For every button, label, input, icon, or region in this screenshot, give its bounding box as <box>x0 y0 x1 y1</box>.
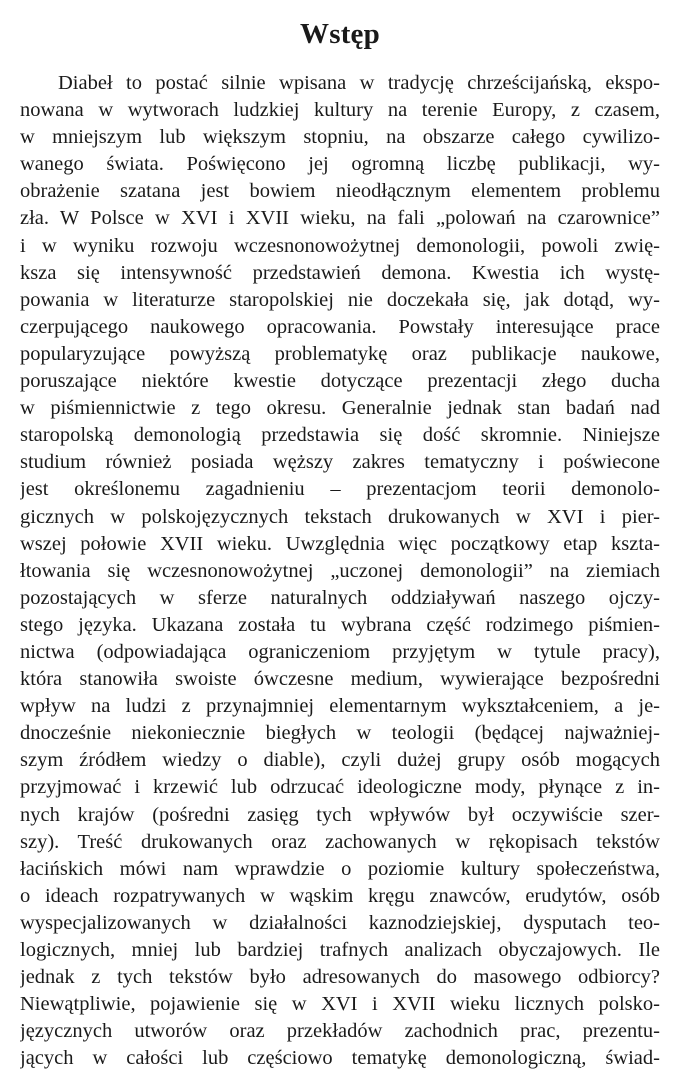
text-line: łacińskich mówi nam wprawdzie o poziomie kultury społeczeństwa, <box>20 857 660 880</box>
text-line: w piśmiennictwie z tego okresu. Generalnie jednak stan badań nad <box>20 397 660 420</box>
text-line: nych krajów (pośredni zasięg tych wpływów był oczywiście szer- <box>20 803 660 826</box>
text-line: dnocześnie niekoniecznie biegłych w teologii (będącej najważniej- <box>20 722 660 745</box>
text-line: zła. W Polsce w XVI i XVII wieku, na fali „polowań na czarownice” <box>20 207 660 230</box>
text-line: szy). Treść drukowanych oraz zachowanych w rękopisach tekstów <box>20 830 660 853</box>
body-paragraph <box>20 70 660 1072</box>
chapter-heading: Wstęp <box>300 18 380 50</box>
text-line: staropolską demonologią przedstawia się dość skromnie. Niniejsze <box>20 424 660 447</box>
text-line: szym źródłem wiedzy o diable), czyli dużej grupy osób mogących <box>20 749 660 772</box>
text-line: studium również posiada węższy zakres tematyczny i poświecone <box>20 451 660 474</box>
text-line: logicznych, mniej lub bardziej trafnych analizach obyczajowych. Ile <box>20 939 660 961</box>
text-line: Niewątpliwie, pojawienie się w XVI i XVII wieku licznych polsko- <box>20 993 660 1016</box>
text-line: języcznych utworów oraz przekładów zachodnich prac, prezentu- <box>20 1020 660 1043</box>
text-line: która stanowiła swoiste ówczesne medium, wywierające bezpośredni <box>20 668 660 691</box>
text-line: gicznych w polskojęzycznych tekstach drukowanych w XVI i pier- <box>20 505 660 528</box>
text-line: obrażenie szatana jest bowiem nieodłącznym elementem problemu <box>20 180 660 203</box>
text-line: wanego świata. Poświęcono jej ogromną liczbę publikacji, wy- <box>20 153 660 176</box>
text-line: Diabeł to postać silnie wpisana w tradycję chrześcijańską, ekspo- <box>58 72 660 94</box>
text-line: jednak z tych tekstów było adresowanych do masowego odbiorcy? <box>20 966 660 989</box>
text-line: przyjmować i krzewić lub odrzucać ideologiczne mody, płynące z in- <box>20 776 660 799</box>
text-line: poruszające niektóre kwestie dotyczące prezentacji złego ducha <box>20 370 660 393</box>
text-line: ksza się intensywność przedstawień demona. Kwestia ich wystę- <box>20 261 660 284</box>
text-line: czerpującego naukowego opracowania. Powstały interesujące prace <box>20 315 660 338</box>
text-line: wszej połowie XVII wieku. Uwzględnia więc początkowy etap kszta- <box>20 532 660 555</box>
text-line: nowana w wytworach ludzkiej kultury na terenie Europy, z czasem, <box>20 99 660 122</box>
text-line: w mniejszym lub większym stopniu, na obszarze całego cywilizo- <box>20 126 660 149</box>
text-line: i w wyniku rozwoju wczesnonowożytnej demonologii, powoli zwię- <box>20 234 660 257</box>
text-line: popularyzujące powyższą problematykę oraz publikacje naukowe, <box>20 342 660 365</box>
text-line: jest określonemu zagadnieniu – prezentacjom teorii demonolo- <box>20 478 660 501</box>
text-line: wpływ na ludzi z przynajmniej elementarnym wykształceniem, a je- <box>20 695 660 718</box>
text-line: łtowania się wczesnonowożytnej „uczonej demonologii” na ziemiach <box>20 559 660 582</box>
text-line: jących w całości lub częściowo tematykę demonologiczną, świad- <box>20 1047 660 1070</box>
text-line: o ideach rozpatrywanych w wąskim kręgu znawców, erudytów, osób <box>20 884 660 907</box>
text-line: powania w literaturze staropolskiej nie doczekała się, jak dotąd, wy- <box>20 288 660 311</box>
text-line: stego języka. Ukazana została tu wybrana część rodzimego piśmien- <box>20 613 660 636</box>
text-line: wyspecjalizowanych w działalności kaznodziejskiej, dysputach teo- <box>20 911 660 934</box>
text-line: pozostających w sferze naturalnych oddziaływań naszego ojczy- <box>20 586 660 609</box>
text-line: nictwa (odpowiadająca ograniczeniom przyjętym w tytule pracy), <box>20 640 660 663</box>
